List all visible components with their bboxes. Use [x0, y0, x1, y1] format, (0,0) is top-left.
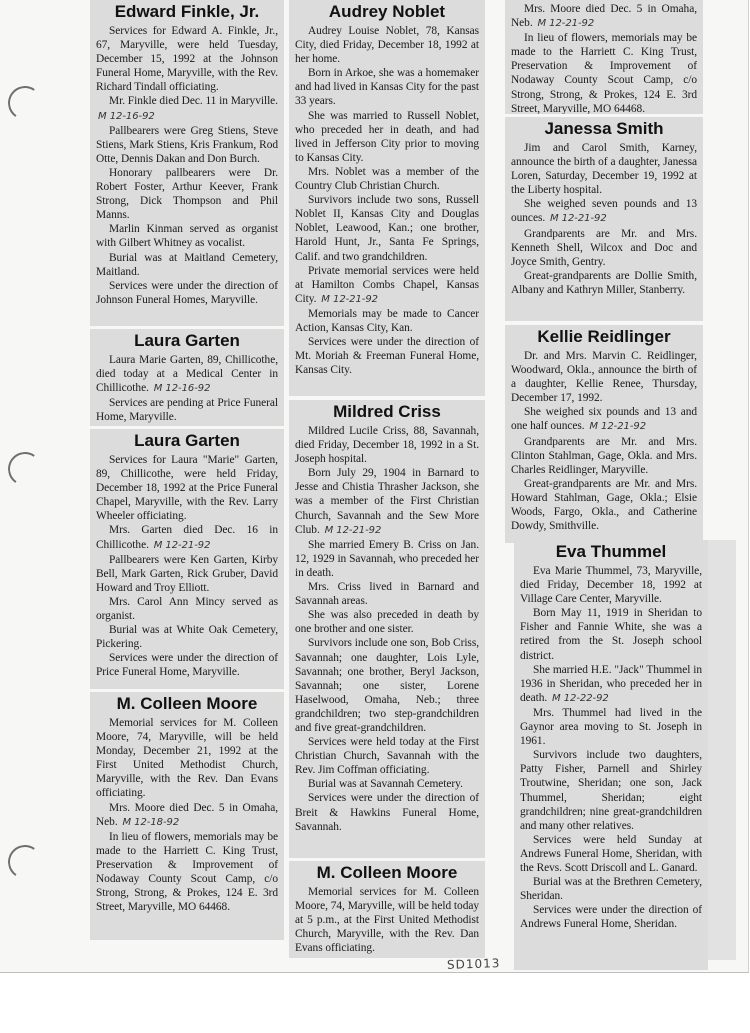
paragraph: Grandparents are Mr. and Mrs. Kenneth Shell, Wilcox and Doc and Joyce Smith, Gentry. [511, 227, 697, 268]
paragraph: In lieu of flowers, memorials may be made to the Harriett C. King Trust, Preservation & Improvement of Nodaway County Scout Camp, c/o Strong, Strong, & Prokes, 124 E. 3rd Street, Maryville, MO 64468. [96, 830, 278, 914]
archive-number: SD1013 [446, 956, 501, 972]
paragraph: Mildred Lucile Criss, 88, Savannah, died Friday, December 18, 1992 in a St. Joseph hospital. [295, 425, 479, 466]
paragraph: Mrs. Moore died Dec. 5 in Omaha, Neb. M 12-21-92 [511, 3, 697, 30]
handwritten-date: M 12-16-92 [98, 110, 155, 122]
paragraph: Services for Edward A. Finkle, Jr., 67, Maryville, were held Tuesday, December 15, 1992 at the Johnson Funeral Home, Maryville, with the Rev. Richard Tindall officiating. [96, 25, 278, 94]
clipping-colleen-moore-2 [289, 861, 485, 958]
clipping-kellie-reidlinger [505, 325, 703, 543]
paragraph: She weighed six pounds and 13 and one half ounces. M 12-21-92 [511, 406, 697, 433]
paragraph: Mrs. Noblet was a member of the Country Club Christian Church. [295, 165, 479, 193]
paragraph: She married H.E. "Jack" Thummel in 1936 in Sheridan, who preceded her in death. M 12-22-92 [520, 663, 702, 704]
paragraph: Services were held today at the First Christian Church, Savannah with the Rev. Jim Coffman officiating. [295, 736, 479, 777]
paragraph: Mrs. Thummel had lived in the Gaynor area moving to St. Joseph in 1961. [520, 706, 702, 748]
handwritten-date: M 12-21-92 [153, 539, 211, 551]
paragraph: Jim and Carol Smith, Karney, announce the birth of a daughter, Janessa Loren, Saturday, December 19, 1992 at the Liberty hospital. [511, 142, 697, 197]
paragraph: Mr. Finkle died Dec. 11 in Maryville. M 12-16-92 [98, 95, 278, 122]
clipping-colleen-moore-2-continued [505, 0, 703, 114]
paragraph: She was also preceded in death by one brother and one sister. [295, 609, 479, 636]
headline: M. Colleen Moore [316, 863, 458, 882]
headline: Laura Garten [134, 331, 240, 350]
paragraph: Mrs. Moore died Dec. 5 in Omaha, Neb. M 12-18-92 [96, 801, 278, 828]
paragraph: She weighed seven pounds and 13 ounces. M 12-21-92 [511, 198, 697, 225]
paragraph: Great-grandparents are Dollie Smith, Albany and Kathryn Miller, Stanberry. [511, 269, 697, 296]
handwritten-date: M 12-21-92 [589, 421, 647, 433]
paragraph: Born May 11, 1919 in Sheridan to Fisher and Fannie White, she was a retired from the St. Joseph school district. [520, 607, 702, 662]
clipping-eva-thummel [514, 540, 708, 970]
headline: Janessa Smith [544, 119, 664, 138]
paragraph: Burial was at Savannah Cemetery. [308, 778, 463, 791]
paragraph: She married Emery B. Criss on Jan. 12, 1929 in Savannah, who preceded her in death. [295, 538, 479, 579]
paragraph: Memorial services for M. Colleen Moore, 74, Maryville, will be held Monday, December 21, 1992 at the First United Methodist Church, Maryville, with the Rev. Dan Evans officiating. [96, 717, 278, 800]
paragraph: Marlin Kinman served as organist with Gilbert Whitney as vocalist. [96, 223, 278, 250]
paragraph: In lieu of flowers, memorials may be made to the Harriett C. King Trust, Preservation & Improvement of Nodaway County Scout Camp, c/o Strong, Strong, & Prokes, 124 E. 3rd Street, Maryville, MO 64468. [511, 32, 697, 114]
paragraph: Survivors include two daughters, Patty Fisher, Parnell and Shirley Troutwine, Sheridan; one son, Jack Thummel, Sheridan; eight grandchildren; nine great-grandchildren and many other relatives. [520, 749, 702, 832]
paragraph: Born in Arkoe, she was a homemaker and had lived in Kansas City for the past 33 years. [295, 67, 479, 108]
paragraph: Services were under the direction of Andrews Funeral Home, Sheridan. [520, 904, 702, 931]
paragraph: Born July 29, 1904 in Barnard to Jesse and Chistia Thrasher Jackson, she was a member of the First Christian Church, Savannah and the Sew More Club. M 12-21-92 [295, 467, 479, 536]
paragraph: Services are pending at Price Funeral Home, Maryville. [96, 397, 278, 424]
paragraph: Grandparents are Mr. and Mrs. Clinton Stahlman, Gage, Okla. and Mrs. Charles Reidlinger, Maryville. [511, 435, 697, 476]
paragraph: Pallbearers were Greg Stiens, Steve Stiens, Mark Stiens, Kris Frankum, Rod Otte, Dennis Dakan and Don Burch. [96, 124, 278, 165]
paragraph: She was married to Russell Noblet, who preceded her in death, and had lived in Jefferson City prior to moving to Kansas City. [295, 109, 479, 164]
handwritten-date: M 12-21-92 [324, 524, 382, 536]
paragraph: Services were under the direction of Breit & Hawkins Funeral Home, Savannah. [295, 792, 479, 833]
paragraph: Honorary pallbearers were Dr. Robert Foster, Arthur Keever, Frank Strong, Dick Thompson and Phil Manns. [96, 166, 278, 222]
headline: M. Colleen Moore [116, 694, 258, 713]
clipping-janessa-smith [505, 117, 703, 321]
headline: Eva Thummel [555, 542, 667, 561]
paragraph: Mrs. Carol Ann Mincy served as organist. [96, 595, 278, 623]
handwritten-date: M 12-16-92 [153, 383, 211, 395]
paragraph: Dr. and Mrs. Marvin C. Reidlinger, Woodward, Okla., announce the birth of a daughter, Kellie Renee, Thursday, December 17, 1992. [511, 350, 697, 405]
paragraph: Laura Marie Garten, 89, Chillicothe, died today at a Medical Center in Chillicothe. M 12-16-92 [96, 354, 278, 395]
paragraph: Memorials may be made to Cancer Action, Kansas City, Kan. [295, 307, 479, 334]
paragraph: Eva Marie Thummel, 73, Maryville, died Friday, December 18, 1992 at Village Care Center, Maryville. [520, 565, 702, 606]
headline: Laura Garten [134, 431, 240, 450]
headline: Edward Finkle, Jr. [114, 2, 260, 21]
paragraph: Pallbearers were Ken Garten, Kirby Bell, Mark Garten, Rick Gruber, David Howard and Troy Elliott. [96, 553, 278, 594]
handwritten-date: M 12-22-92 [552, 692, 609, 704]
headline: Kellie Reidlinger [537, 327, 671, 346]
paragraph: Burial was at White Oak Cemetery, Pickering. [96, 624, 278, 651]
clipping-laura-garten-notice [90, 329, 284, 426]
handwritten-date: M 12-18-92 [122, 816, 180, 828]
paragraph: Audrey Louise Noblet, 78, Kansas City, died Friday, December 18, 1992 at her home. [295, 25, 479, 66]
paragraph: Services were under the direction of Mt. Moriah & Freeman Funeral Home, Kansas City. [295, 336, 479, 377]
paragraph: Mrs. Garten died Dec. 16 in Chillicothe. M 12-21-92 [96, 524, 278, 551]
paragraph: Burial was at the Brethren Cemetery, Sheridan. [520, 876, 702, 903]
handwritten-date: M 12-21-92 [549, 213, 607, 225]
paragraph: Survivors include two sons, Russell Noblet II, Kansas City and Douglas Noblet, Leawood, Kan.; one brother, Harold Hunt, Jr., Santa Fe Springs, Calif. and two grandchildren. [295, 194, 479, 263]
headline: Audrey Noblet [328, 2, 446, 21]
paragraph: Services were under the direction of Price Funeral Home, Maryville. [96, 652, 278, 679]
paragraph: Mrs. Criss lived in Barnard and Savannah areas. [295, 581, 479, 608]
handwritten-date: M 12-21-92 [537, 18, 595, 30]
clipping-colleen-moore-1 [90, 692, 284, 940]
handwritten-date: M 12-21-92 [321, 293, 378, 305]
headline: Mildred Criss [333, 402, 441, 421]
paragraph: Services for Laura "Marie" Garten, 89, Chillicothe, were held Friday, December 18, 1992 at the Price Funeral Chapel, Maryville, with the Rev. Larry Wheeler officiating. [96, 454, 278, 523]
clipping-laura-garten-services [90, 429, 284, 689]
paragraph: Memorial services for M. Colleen Moore, 74, Maryville, will be held today at 5 p.m., at the First United Methodist Church, Maryville, with the Rev. Dan Evans officiating. [295, 886, 479, 955]
paragraph: Great-grandparents are Mr. and Mrs. Howard Stahlman, Gage, Okla.; Elsie Woods, Fargo, Okla., and Catherine Dowdy, Smithville. [511, 477, 697, 533]
paragraph: Services were held Sunday at Andrews Funeral Home, Sheridan, with the Revs. Scott Driscoll and L. Ganard. [520, 833, 702, 874]
paragraph: Services were under the direction of Johnson Funeral Homes, Maryville. [96, 279, 278, 306]
paragraph: Survivors include one son, Bob Criss, Savannah; one daughter, Lois Lyle, Savannah; one brother, Beryl Jackson, Savannah; one sister, Lorene Haselwood, Omaha, Neb.; three grandchildren; two step-grandchildren and five great-grandchildren. [295, 637, 479, 734]
clipping-audrey-noblet [289, 0, 485, 396]
backing-sheet-strip [708, 540, 736, 960]
paragraph: Private memorial services were held at Hamilton Combs Chapel, Kansas City. M 12-21-92 [295, 264, 479, 305]
paragraph: Burial was at Maitland Cemetery, Maitland. [96, 251, 278, 278]
clipping-edward-finkle [90, 0, 284, 326]
clipping-mildred-criss [289, 400, 485, 858]
